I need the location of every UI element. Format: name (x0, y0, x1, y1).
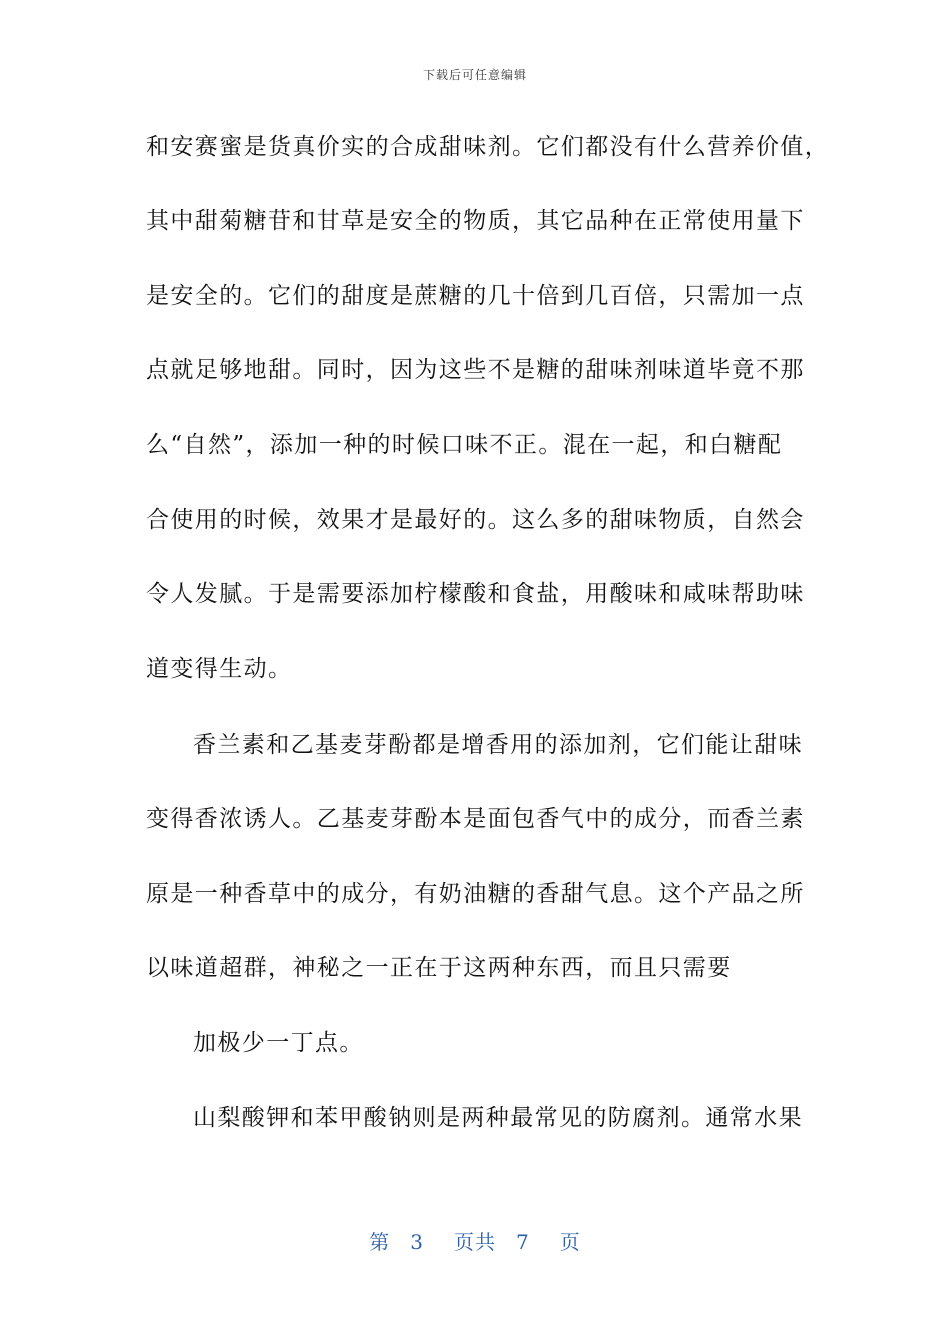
paragraph-line: 令人发腻。于是需要添加柠檬酸和食盐，用酸味和咸味帮助味 (146, 581, 805, 607)
footer-middle: 页共 (454, 1230, 496, 1254)
paragraph-line: 合使用的时候，效果才是最好的。这么多的甜味物质，自然会 (146, 507, 805, 533)
paragraph-line: 和安赛蜜是货真价实的合成甜味剂。它们都没有什么营养价值， (146, 134, 830, 160)
footer-prefix: 第 (369, 1230, 391, 1254)
page-footer (0, 1226, 950, 1255)
paragraph-line: 山梨酸钾和苯甲酸钠则是两种最常见的防腐剂。通常水果 (193, 1105, 803, 1131)
paragraph-line: 点就足够地甜。同时，因为这些不是糖的甜味剂味道毕竟不那 (146, 357, 805, 383)
footer-suffix: 页 (559, 1230, 581, 1254)
paragraph-line: 道变得生动。 (146, 656, 293, 682)
total-page-number: 7 (516, 1230, 530, 1254)
paragraph-line: 其中甜菊糖苷和甘草是安全的物质，其它品种在正常使用量下 (146, 208, 805, 234)
paragraph-line: 变得香浓诱人。乙基麦芽酚本是面包香气中的成分，而香兰素 (146, 806, 805, 832)
current-page-number: 3 (410, 1230, 424, 1254)
paragraph-line: 么“自然”，添加一种的时候口味不正。混在一起，和白糖配 (146, 432, 783, 458)
paragraph-line: 香兰素和乙基麦芽酚都是增香用的添加剂，它们能让甜味 (193, 732, 803, 758)
paragraph-line: 原是一种香草中的成分，有奶油糖的香甜气息。这个产品之所 (146, 881, 805, 907)
header-note: 下载后可任意编辑 (422, 68, 527, 82)
paragraph-line: 加极少一丁点。 (193, 1030, 364, 1056)
paragraph-line: 以味道超群，神秘之一正在于这两种东西，而且只需要 (146, 955, 732, 981)
paragraph-line: 是安全的。它们的甜度是蔗糖的几十倍到几百倍，只需加一点 (146, 283, 805, 309)
